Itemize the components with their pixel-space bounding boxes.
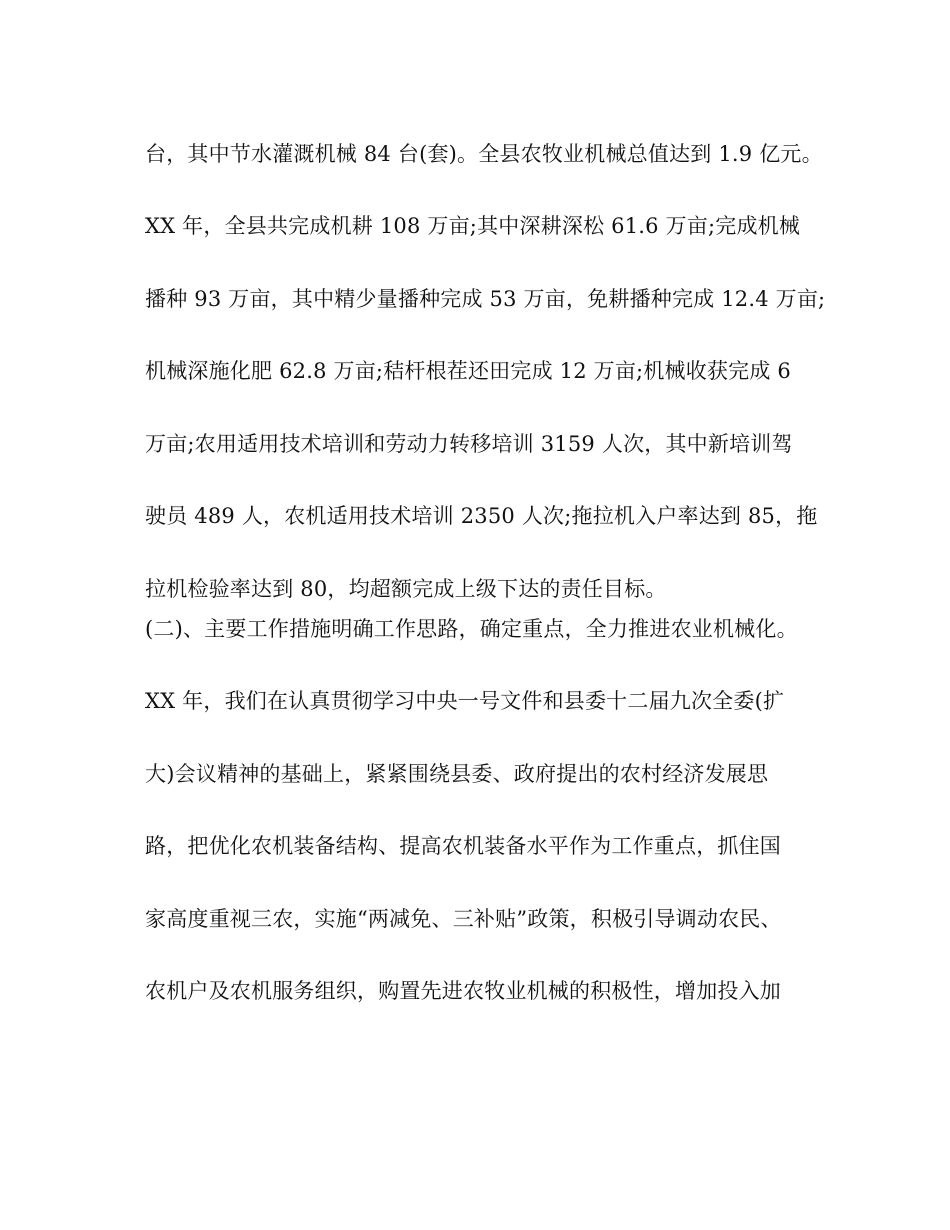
paragraph-1-line-2: XX 年，全县共完成机耕 108 万亩;其中深耕深松 61.6 万亩;完成机械 bbox=[145, 214, 801, 238]
paragraph-1-line-7: 拉机检验率达到 80，均超额完成上级下达的责任目标。 bbox=[145, 577, 667, 601]
paragraph-2-line-4: 家高度重视三农，实施“两减免、三补贴”政策，积极引导调动农民、 bbox=[145, 907, 782, 931]
paragraph-1-line-4: 机械深施化肥 62.8 万亩;秸杆根茬还田完成 12 万亩;机械收获完成 6 bbox=[145, 359, 791, 383]
paragraph-2-line-3: 路，把优化农机装备结构、提高农机装备水平作为工作重点，抓住国 bbox=[145, 834, 781, 858]
paragraph-1-line-5: 万亩;农用适用技术培训和劳动力转移培训 3159 人次，其中新培训驾 bbox=[145, 432, 793, 456]
section-heading: (二)、主要工作措施明确工作思路，确定重点，全力推进农业机械化。 bbox=[145, 617, 798, 641]
paragraph-2-line-5: 农机户及农机服务组织，购置先进农牧业机械的积极性，增加投入加 bbox=[145, 979, 781, 1003]
paragraph-1-line-6: 驶员 489 人，农机适用技术培训 2350 人次;拖拉机入户率达到 85，拖 bbox=[145, 504, 818, 528]
paragraph-2-line-1: XX 年，我们在认真贯彻学习中央一号文件和县委十二届九次全委(扩 bbox=[145, 689, 785, 713]
paragraph-1-line-3: 播种 93 万亩，其中精少量播种完成 53 万亩，免耕播种完成 12.4 万亩; bbox=[145, 287, 826, 311]
paragraph-2-line-2: 大)会议精神的基础上，紧紧围绕县委、政府提出的农村经济发展思 bbox=[145, 762, 769, 786]
paragraph-1-line-1: 台，其中节水灌溉机械 84 台(套)。全县农牧业机械总值达到 1.9 亿元。 bbox=[145, 142, 823, 166]
